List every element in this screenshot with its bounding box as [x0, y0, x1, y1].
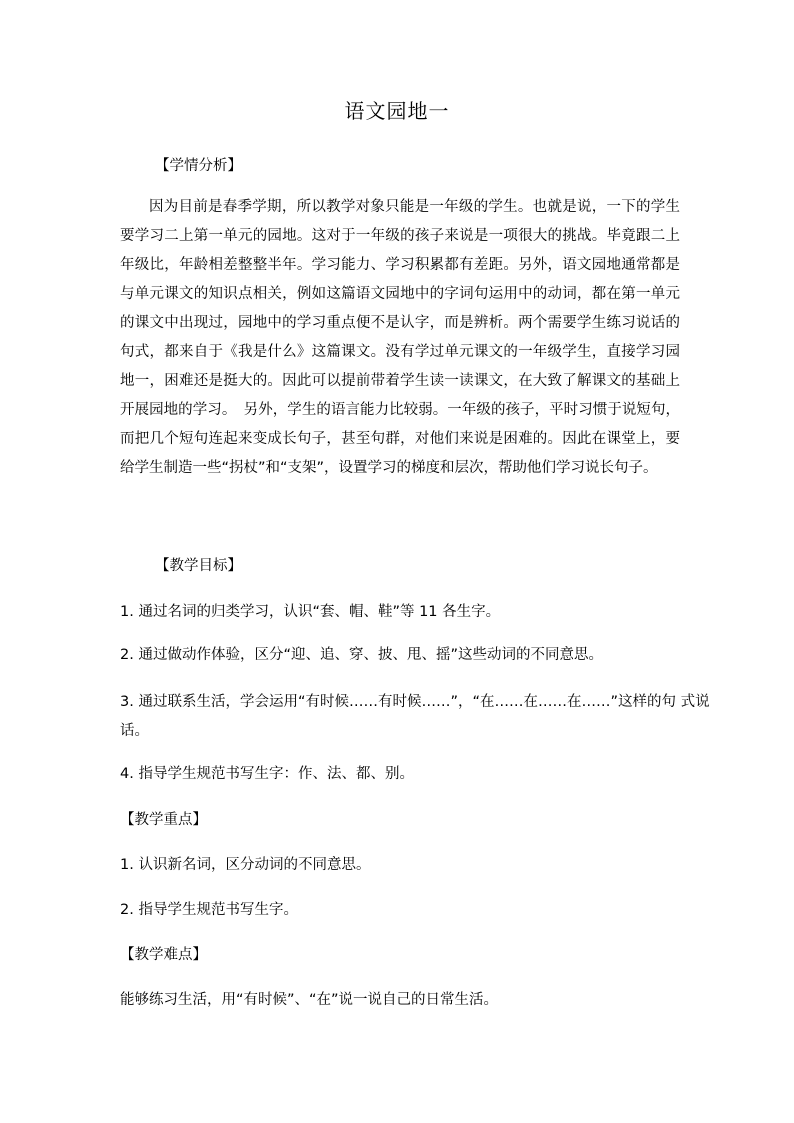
- heading-teaching-goals: 【教学目标】: [155, 558, 242, 574]
- goal-item-3: 3. 通过联系生活，学会运用“有时候……有时候……”，“在……在……在……”这样的句 式说话。: [120, 694, 710, 739]
- document-title: 语文园地一: [344, 99, 450, 123]
- goal-item-2: 2. 通过做动作体验，区分“迎、追、穿、披、甩、摇”这些动词的不同意思。: [120, 647, 603, 663]
- keypoint-item-2: 2. 指导学生规范书写生字。: [120, 902, 298, 918]
- goal-item-4: 4. 指导学生规范书写生字：作、法、都、别。: [120, 766, 414, 782]
- keypoint-item-1: 1. 认识新名词，区分动词的不同意思。: [120, 857, 371, 873]
- difficulties-text: 能够练习生活，用“有时候”、“在”说一说自己的日常生活。: [120, 992, 499, 1008]
- heading-learning-analysis: 【学情分析】: [155, 158, 242, 174]
- heading-key-points: 【教学重点】: [120, 812, 207, 828]
- learning-analysis-paragraph: 因为目前是春季学期，所以教学对象只能是一年级的学生。也就是说，一下的学生要学习二上第一单元的园地。这对于一年级的孩子来说是一项很大的挑战。毕竟跟二上年级比，年龄相差整整半年。学习能力、学习积累都有差距。另外，语文园地通常都是与单元课文的知识点相关，例如这篇语文园地中的字词句运用中的动词，都在第一单元的课文中出现过，园地中的学习重点便不是认字，而是辨析。两个需要学生练习说话的句式，都来自于《我是什么》这篇课文。没有学过单元课文的一年级学生，直接学习园地一，困难还是挺大的。因此可以提前带着学生读一读课文，在大致了解课文的基础上开展园地的学习。 另外，学生的语言能力比较弱。一年级的孩子，平时习惯于说短句，而把几个短句连起来变成长句子，甚至句群，对他们来说是困难的。因此在课堂上，要给学生制造一些“拐杖”和“支架”，设置学习的梯度和层次，帮助他们学习说长句子。: [120, 199, 680, 476]
- goal-item-1: 1. 通过名词的归类学习，认识“套、帽、鞋”等 11 各生字。: [120, 604, 501, 620]
- heading-difficulties: 【教学难点】: [120, 947, 207, 963]
